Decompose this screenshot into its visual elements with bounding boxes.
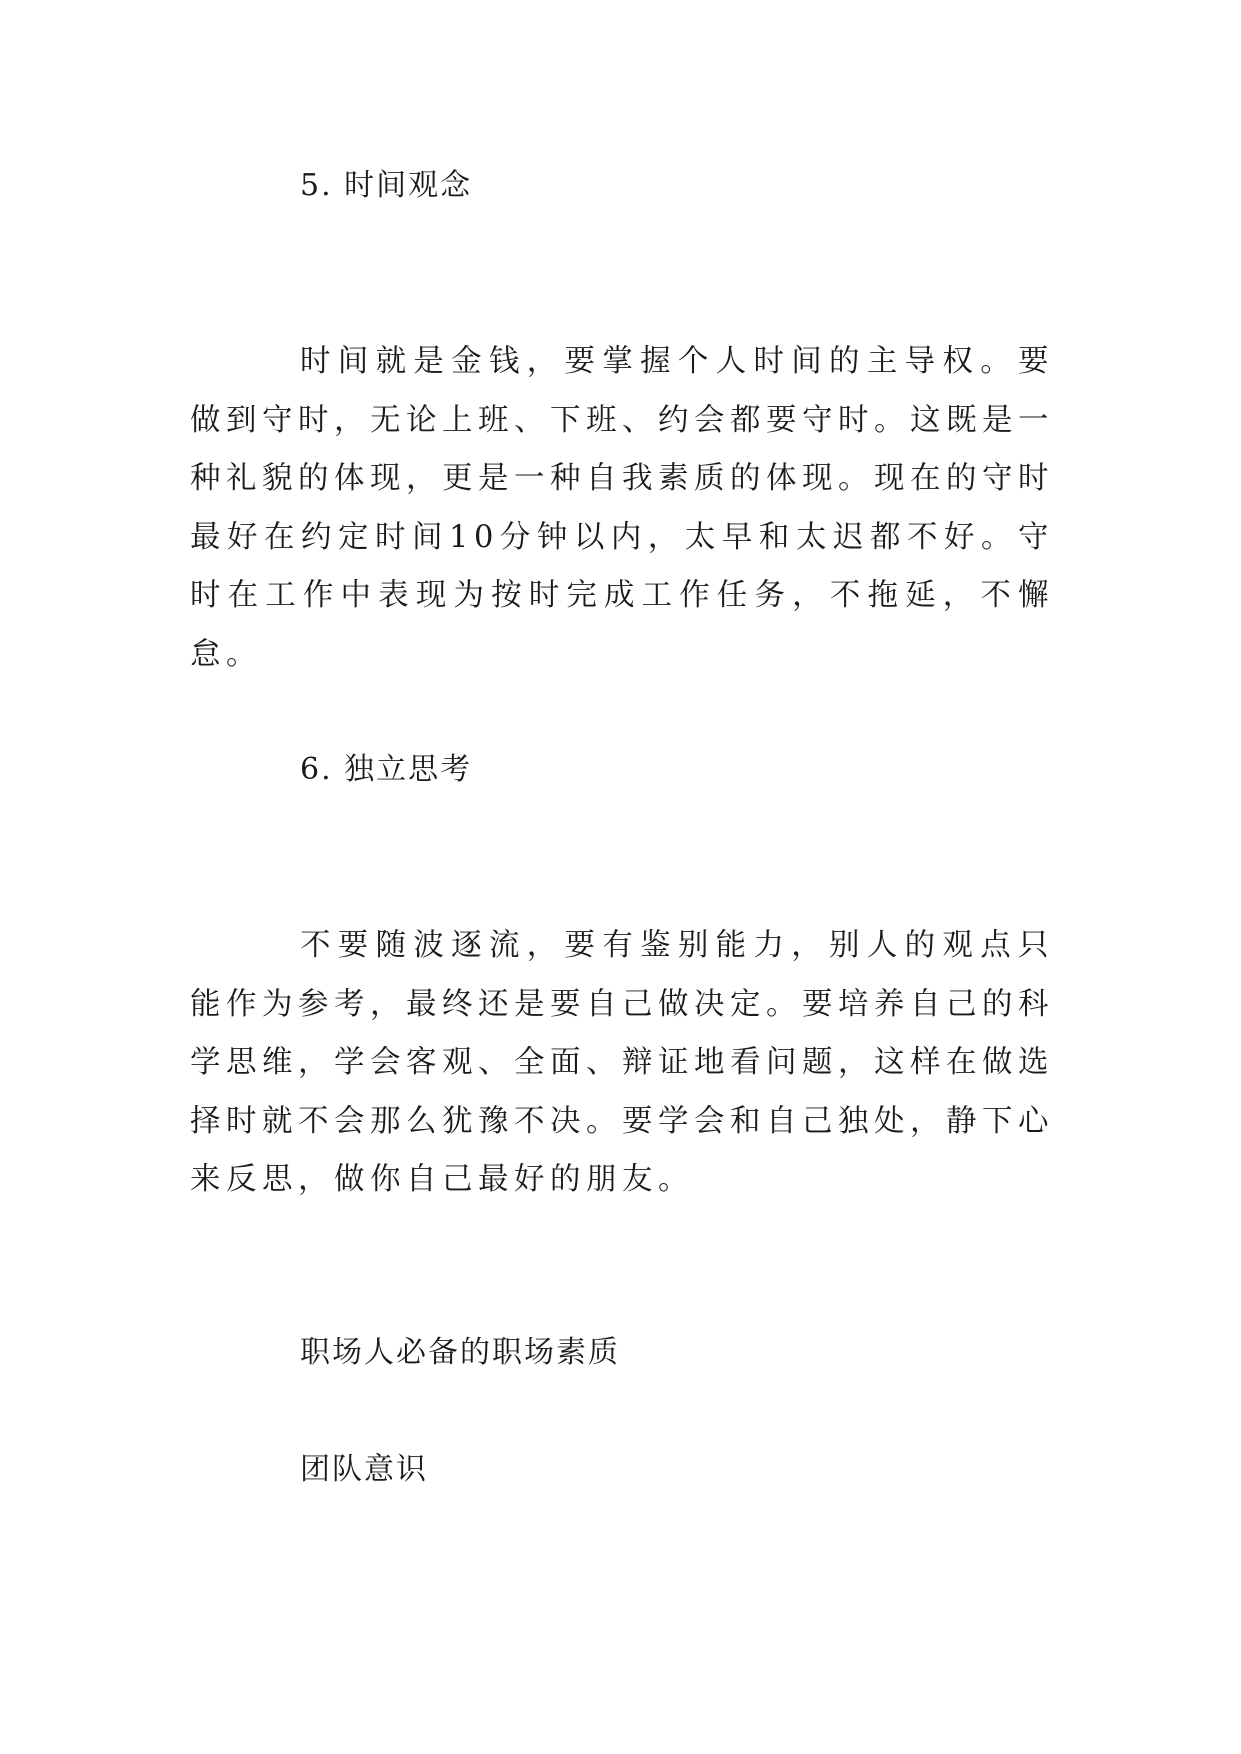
section-paragraph-independent-thinking: 不要随波逐流，要有鉴别能力，别人的观点只能作为参考，最终还是要自己做决定。要培养自己的科学思维，学会客观、全面、辩证地看问题，这样在做选择时就不会那么犹豫不决。要学会和自己独处，静下心来反思，做你自己最好的朋友。 <box>190 928 1054 1197</box>
subheading-workplace-qualities: 职场人必备的职场素质 <box>300 1335 620 1370</box>
section-heading-independent-thinking: 6. 独立思考 <box>300 752 473 787</box>
section-heading-time-concept: 5. 时间观念 <box>300 168 473 203</box>
subheading-team-awareness: 团队意识 <box>300 1452 428 1487</box>
section-paragraph-time-concept: 时间就是金钱，要掌握个人时间的主导权。要做到守时，无论上班、下班、约会都要守时。这既是一种礼貌的体现，更是一种自我素质的体现。现在的守时最好在约定时间10分钟以内，太早和太迟都不好。守时在工作中表现为按时完成工作任务，不拖延，不懈怠。 <box>190 344 1054 672</box>
